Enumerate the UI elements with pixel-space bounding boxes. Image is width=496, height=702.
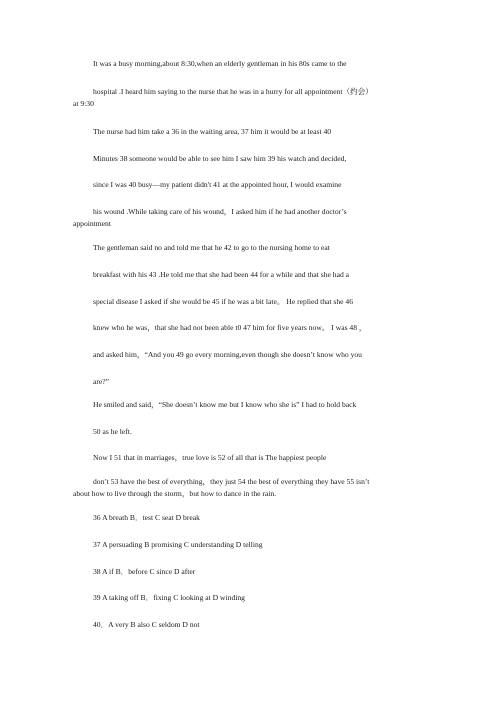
text-line-23: 39 A taking off B．fixing C looking at D winding	[93, 593, 245, 602]
text-line-7: his wound .While taking care of his wound，I asked him if he had another doctor’s	[93, 207, 347, 216]
text-line-22: 38 A if B．before C since D after	[93, 567, 196, 576]
text-line-2: hospital .I heard him saying to the nurse that he was in a hurry for all appointment（约会）	[93, 87, 373, 96]
text-line-14: are?”	[93, 377, 110, 386]
text-line-11: special disease I asked if she would be 45 if he was a bit late。 He replied that she 46	[93, 297, 354, 306]
text-line-10: breakfast with his 43 .He told me that she had been 44 for a while and that she had a	[93, 270, 350, 279]
text-line-3: at 9:30	[73, 99, 94, 108]
text-line-16: 50 as he left.	[93, 427, 132, 436]
text-line-1: It was a busy morning,about 8:30,when an elderly gentleman in his 80s came to the	[93, 59, 347, 68]
text-line-4: The nurse had him take a 36 in the waiting area, 37 him it would be at least 40	[93, 127, 332, 136]
text-line-15: He smiled and said，“She doesn’t know me but I know who she is” I had to hold back	[93, 400, 357, 409]
text-line-24: 40．A very B also C seldom D not	[93, 620, 200, 629]
text-line-19: about how to live through the storm，but how to dance in the rain.	[73, 489, 277, 498]
text-line-20: 36 A breath B．test C seat D break	[93, 513, 200, 522]
text-line-12: knew who he was，that she had not been able t0 47 him for five years now。 I was 48 ，	[93, 323, 367, 332]
text-line-5: Minutes 38 someone would be able to see him I saw him 39 his watch and decided,	[93, 154, 347, 163]
text-line-17: Now I 51 that in marriages，true love is 52 of all that is The happiest people	[93, 453, 327, 462]
text-line-8: appointment	[73, 219, 111, 228]
text-line-9: The gentleman said no and told me that he 42 to go to the nursing home to eat	[93, 243, 330, 252]
text-line-6: since I was 40 busy—my patient didn't 41 at the appointed hour, I would examine	[93, 180, 342, 189]
text-line-13: and asked him，“And you 49 go every morning,even though she doesn’t know who you	[93, 350, 362, 359]
text-line-21: 37 A persuading B promising C understanding D telling	[93, 540, 263, 549]
text-line-18: don’t 53 have the best of everything，they just 54 the best of everything they have 55 isn’t	[93, 477, 370, 486]
